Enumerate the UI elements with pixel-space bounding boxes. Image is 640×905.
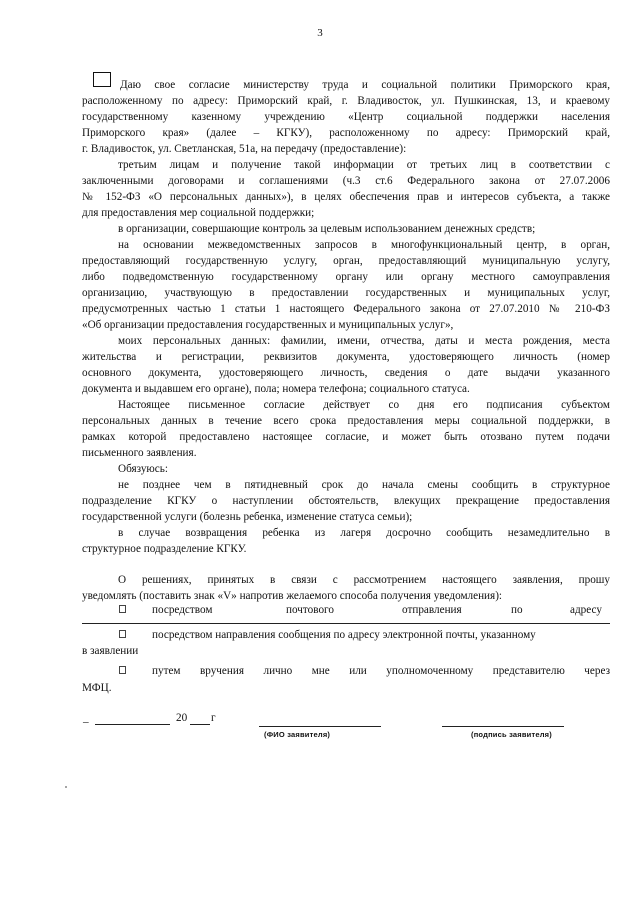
mail-word-3: отправления [402,604,462,616]
fio-caption: (ФИО заявителя) [264,730,331,739]
date-prefix: _ [83,712,89,724]
text-line: заключенными договорами и соглашениями (ч.3 ст.6 Федерального закона от 27.07.2006 [82,175,610,187]
text-line: подразделение КГКУ о наступлении обстоятельств, влекущих прекращение предоставления [82,495,610,507]
text-line: Настоящее письменное согласие действует со дня его подписания субъектом [118,399,610,411]
text-line: г. Владивосток, ул. Светланская, 51а, на передачу (предоставление): [82,143,407,155]
text-line: в организации, совершающие контроль за целевым использованием денежных средств; [118,223,536,235]
text-line: предоставляющий государственную услугу, орган, предоставляющий муниципальную услугу, [82,255,610,267]
text-line: письменного заявления. [82,447,197,459]
consent-checkbox[interactable] [93,72,111,87]
text-line: рамках которой предоставлено настоящее согласие, и может быть отозвано путем подачи [82,431,610,443]
text-line: структурное подразделение КГКУ. [82,543,247,555]
text-line: «Об организации предоставления государственных и муниципальных услуг», [82,319,454,331]
year-field-line[interactable] [190,724,210,725]
mfc-option-checkbox[interactable] [119,666,126,674]
mail-word-1: посредством [152,604,213,616]
mail-word-4: по [511,604,523,616]
text-line: № 152-ФЗ «О персональных данных»), в целях обеспечения прав и интересов субъекта, а также [82,191,610,203]
email-option-checkbox[interactable] [119,630,126,638]
page-number: 3 [317,27,323,39]
mail-word-5: адресу [570,604,602,616]
text-line: в случае возвращения ребенка из лагеря досрочно сообщить незамедлительно в [118,527,610,539]
mail-address-line[interactable] [82,623,610,624]
email-option-text: посредством направления сообщения по адресу электронной почты, указанному [152,629,536,641]
text-line: Обязуюсь: [118,463,168,475]
year-label: 20 [176,712,188,724]
mail-word-2: почтового [286,604,334,616]
text-line: не позднее чем в пятидневный срок до начала смены сообщить в структурное [118,479,610,491]
text-line: либо подведомственную государственному органу или органу местного самоуправления [82,271,610,283]
date-field-line[interactable] [95,724,170,725]
text-line: расположенному по адресу: Приморский край, г. Владивосток, ул. Пушкинская, 13, и краевому [82,95,610,107]
text-line: уведомлять (поставить знак «V» напротив желаемого способа получения уведомления): [82,590,503,602]
text-line: организацию, участвующую в предоставлении государственных и муниципальных услуг, [82,287,610,299]
text-line: жительства и регистрации, реквизитов документа, удостоверяющего личность (номер [82,351,610,363]
mail-option-checkbox[interactable] [119,605,126,613]
text-line: персональных данных в течение всего срока предоставления меры социальной поддержки, в [82,415,610,427]
fio-field-line[interactable] [259,726,381,727]
text-line: предусмотренных частью 1 статьи 1 настоящего Федерального закона от 27.07.2010 № 210-ФЗ [82,303,610,315]
text-line: государственному казенному учреждению «Центр социальной поддержки населения [82,111,610,123]
email-option-text: в заявлении [82,645,139,657]
text-line: государственной услуги (болезнь ребенка, изменение статуса семьи); [82,511,413,523]
text-line: моих персональных данных: фамилии, имени, отчества, даты и места рождения, места [118,335,610,347]
scan-speck [65,786,67,788]
signature-caption: (подпись заявителя) [471,730,552,739]
text-line: основного документа, удостоверяющего личность, сведения о дате выдачи указанного [82,367,610,379]
text-line: на основании межведомственных запросов в многофункциональный центр, в орган, [118,239,610,251]
year-suffix: г [211,712,216,724]
mfc-option-text: МФЦ. [82,682,112,694]
text-line: для предоставления мер социальной поддержки; [82,207,315,219]
text-line: третьим лицам и получение такой информации от третьих лиц в соответствии с [118,159,610,171]
text-line: О решениях, принятых в связи с рассмотрением настоящего заявления, прошу [118,574,610,586]
signature-field-line[interactable] [442,726,564,727]
text-line: документа и выдавшем его органе), пола; номера телефона; социального статуса. [82,383,470,395]
text-line: Даю свое согласие министерству труда и социальной политики Приморского края, [120,79,610,91]
mfc-option-text: путем вручения лично мне или уполномоченному представителю через [152,665,610,677]
text-line: Приморского края» (далее – КГКУ), расположенному по адресу: Приморский край, [82,127,610,139]
